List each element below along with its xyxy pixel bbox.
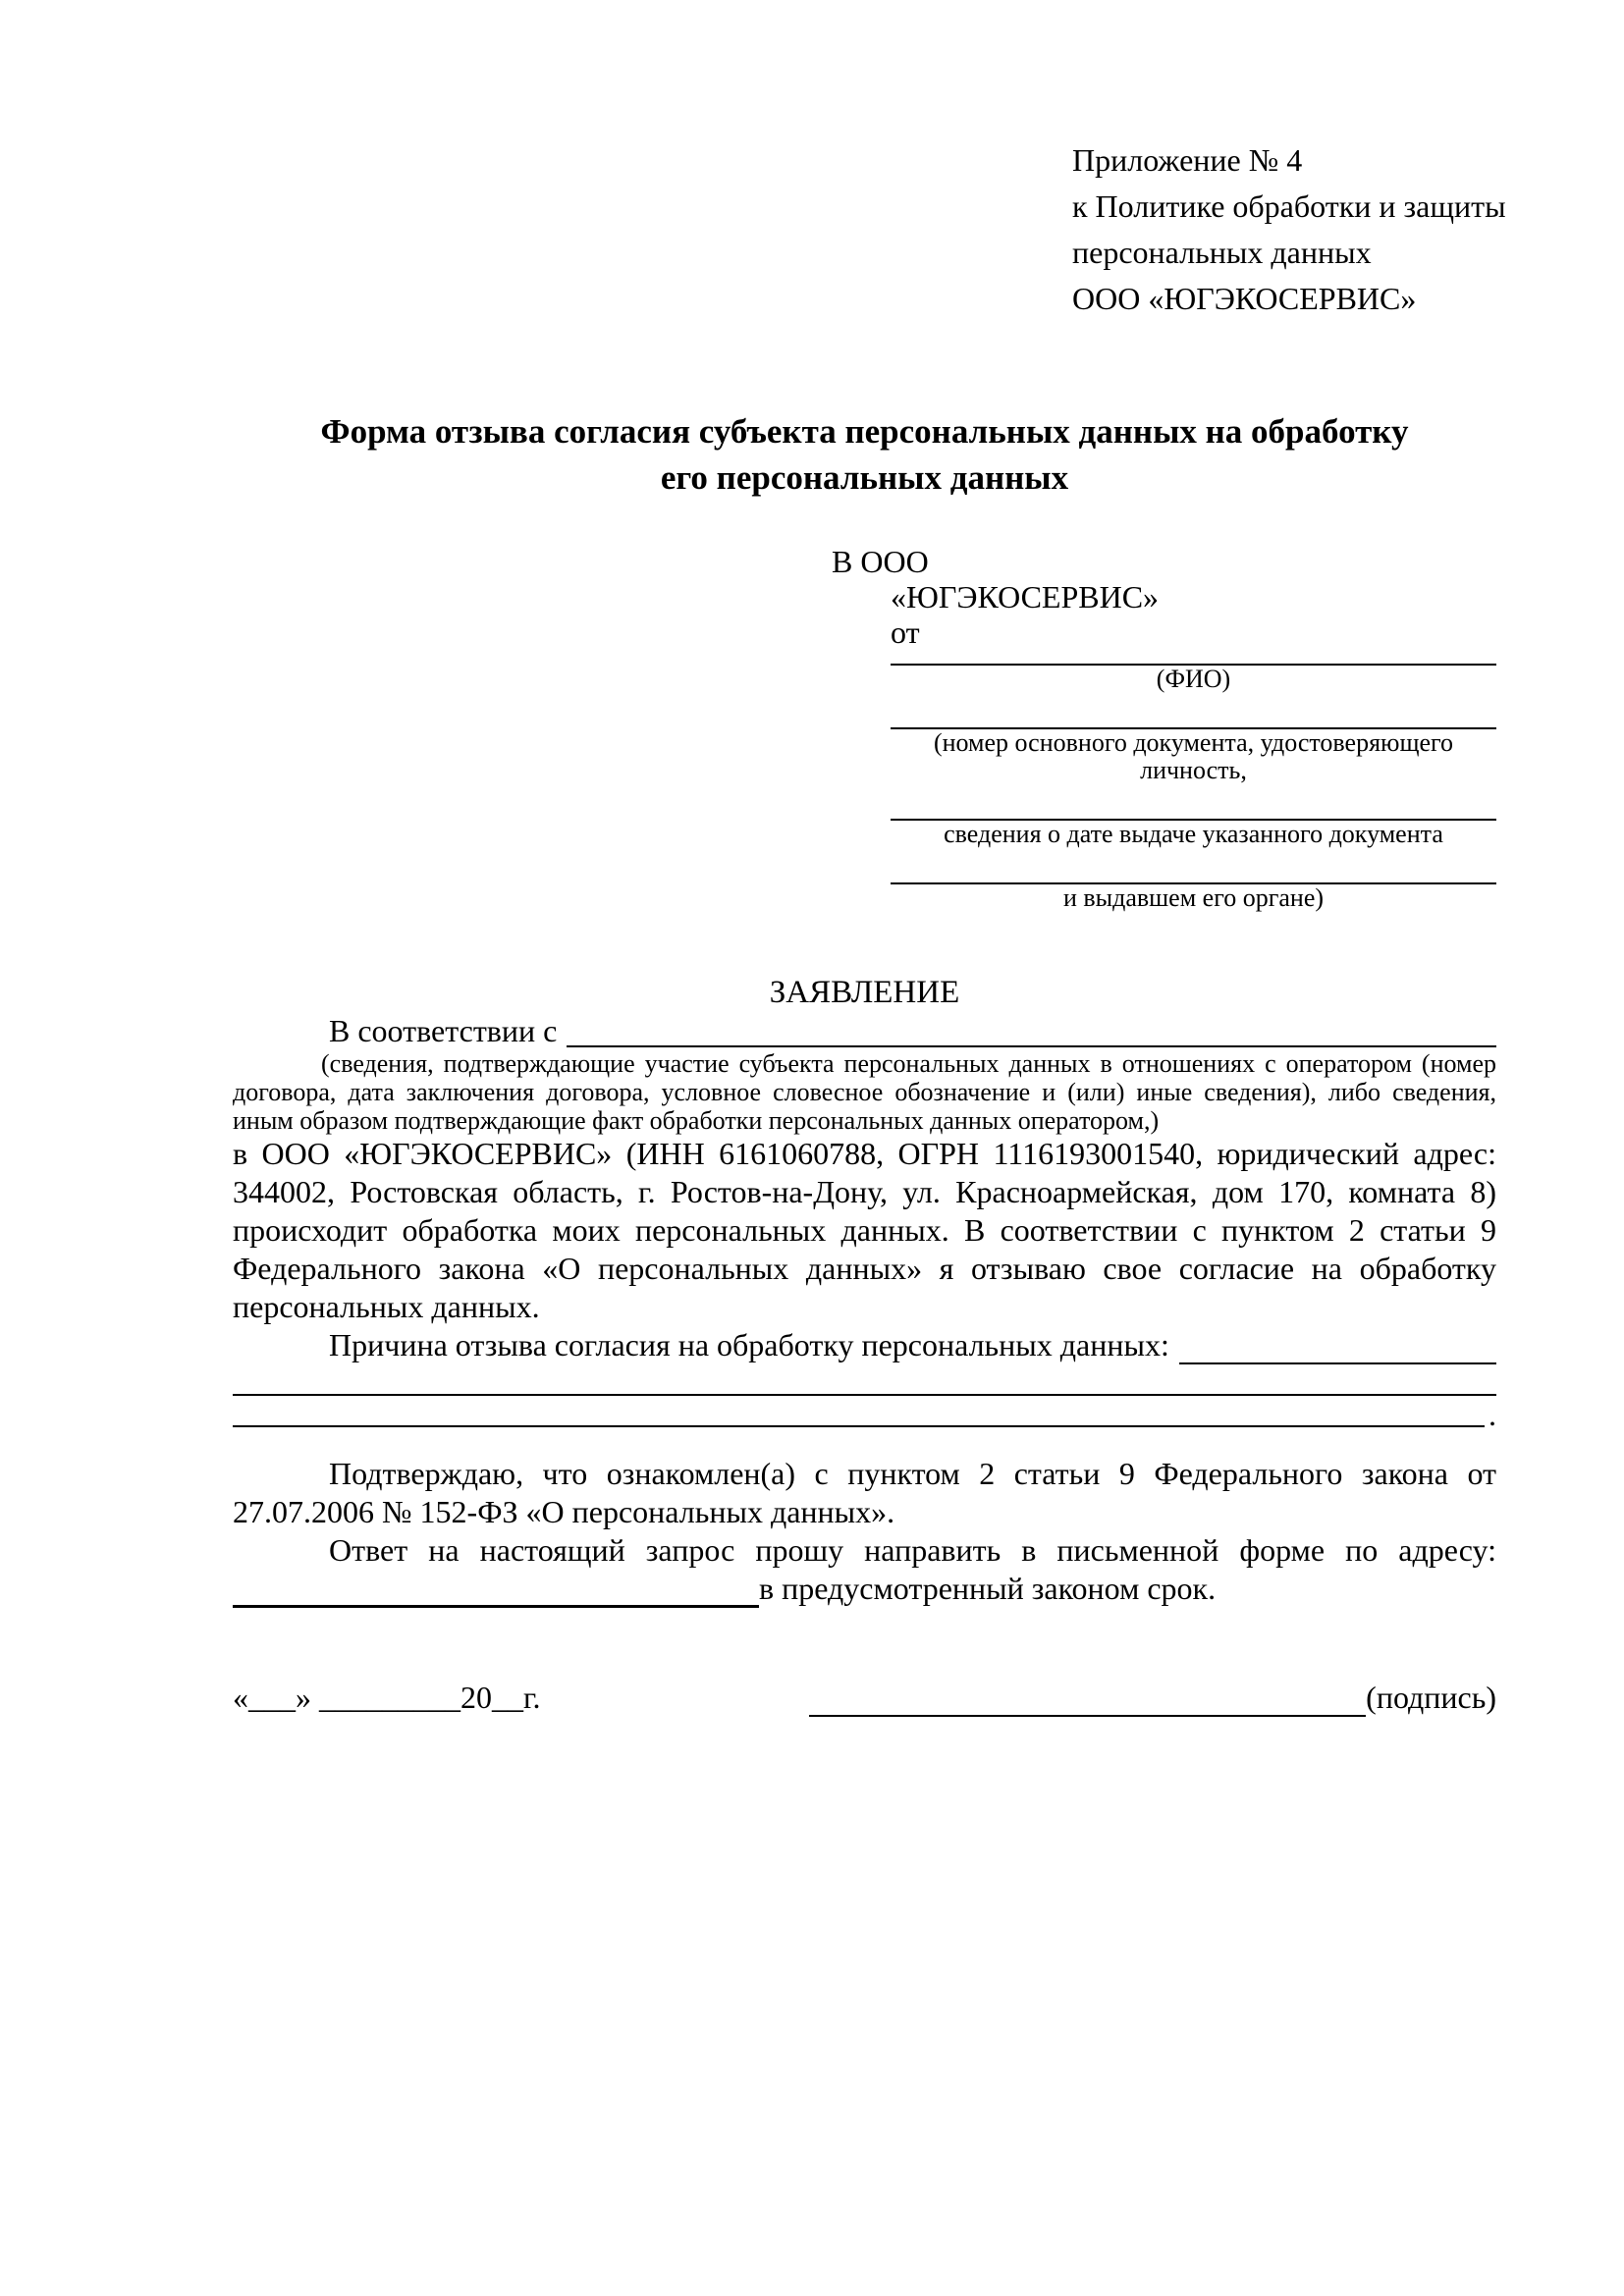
confirmation-paragraph: Подтверждаю, что ознакомлен(а) с пунктом 2 статьи 9 Федерального закона от 27.07.2006 № 152-ФЗ «О персональных данных».: [233, 1456, 1496, 1529]
reason-line: [233, 1326, 1496, 1364]
fio-caption: (ФИО): [1156, 665, 1231, 693]
reason-label: Причина отзыва согласия на обработку персональных данных:: [329, 1327, 1169, 1362]
statement-heading: ЗАЯВЛЕНИЕ: [769, 975, 960, 1010]
address-blank-line: [233, 1575, 759, 1608]
intro-blank-line: [567, 1020, 1496, 1047]
body-paragraph: в ООО «ЮГЭКОСЕРВИС» (ИНН 6161060788, ОГРН 1116193001540, юридический адрес: 344002, Ростовская область, г. Ростов-на-Дону, ул. Красноармейская, дом 170, комната 8) происходит обработка моих персональных данных. В соответствии с пунктом 2 статьи 9 Федерального закона «О персональных данных» я отзываю свое согласие на обработку персональных данных.: [233, 1136, 1496, 1324]
appendix-line: персональных данных: [1072, 235, 1372, 270]
intro-line: [233, 1014, 1496, 1047]
appendix-line: Приложение № 4: [1072, 142, 1303, 178]
issuing-authority-blank-line: [891, 861, 1496, 884]
document-number-blank-line: [891, 706, 1496, 729]
reason-continuation-blank-line-1: [233, 1380, 1496, 1396]
response-request-line: Ответ на настоящий запрос прошу направить в письменной форме по адресу:: [329, 1532, 1496, 1568]
addressee-from-label: от: [891, 614, 920, 650]
signature-group: [809, 1679, 1496, 1717]
issue-date-caption: сведения о дате выдаче указанного документа: [944, 820, 1443, 848]
addressee-block: [832, 544, 1496, 912]
response-suffix: в предусмотренный законом срок.: [759, 1571, 1217, 1606]
form-title-line-1: Форма отзыва согласия субъекта персональных данных на обработку: [320, 412, 1409, 451]
fio-blank-line: [891, 650, 1496, 666]
intro-footnote: (сведения, подтверждающие участие субъекта персональных данных в отношениях с оператором (номер договора, дата заключения договора, условное словесное обозначение и (или) иные сведения), либо сведения, иным образом подтверждающие факт обработки персональных данных оператором,): [233, 1049, 1496, 1135]
appendix-line: к Политике обработки и защиты: [1072, 188, 1506, 224]
issue-date-blank-line: [891, 797, 1496, 821]
intro-prefix: В соответствии с: [329, 1013, 558, 1048]
form-title-line-2: его персональных данных: [660, 458, 1069, 497]
footer-row: [233, 1679, 1496, 1717]
document-number-caption: (номер основного документа, удостоверяющего личность,: [933, 728, 1454, 784]
addressee-company-line: «ЮГЭКОСЕРВИС»: [891, 579, 1160, 614]
reason-blank-line: [1179, 1337, 1496, 1364]
addressee-to-line: В ООО: [832, 544, 929, 579]
form-title: [233, 408, 1496, 501]
response-address-line: [233, 1570, 1496, 1608]
blank-terminator-period: .: [1489, 1397, 1496, 1432]
signature-caption: (подпись): [1366, 1680, 1496, 1715]
appendix-block: [1072, 137, 1506, 322]
signature-blank-line: [809, 1685, 1366, 1717]
date-blank: «___» _________20__г.: [233, 1680, 541, 1715]
reason-blank-fill: [233, 1402, 1485, 1427]
issuing-authority-caption: и выдавшем его органе): [1062, 883, 1325, 912]
reason-continuation-blank-line-2: [233, 1397, 1496, 1432]
appendix-line: ООО «ЮГЭКОСЕРВИС»: [1072, 281, 1417, 316]
